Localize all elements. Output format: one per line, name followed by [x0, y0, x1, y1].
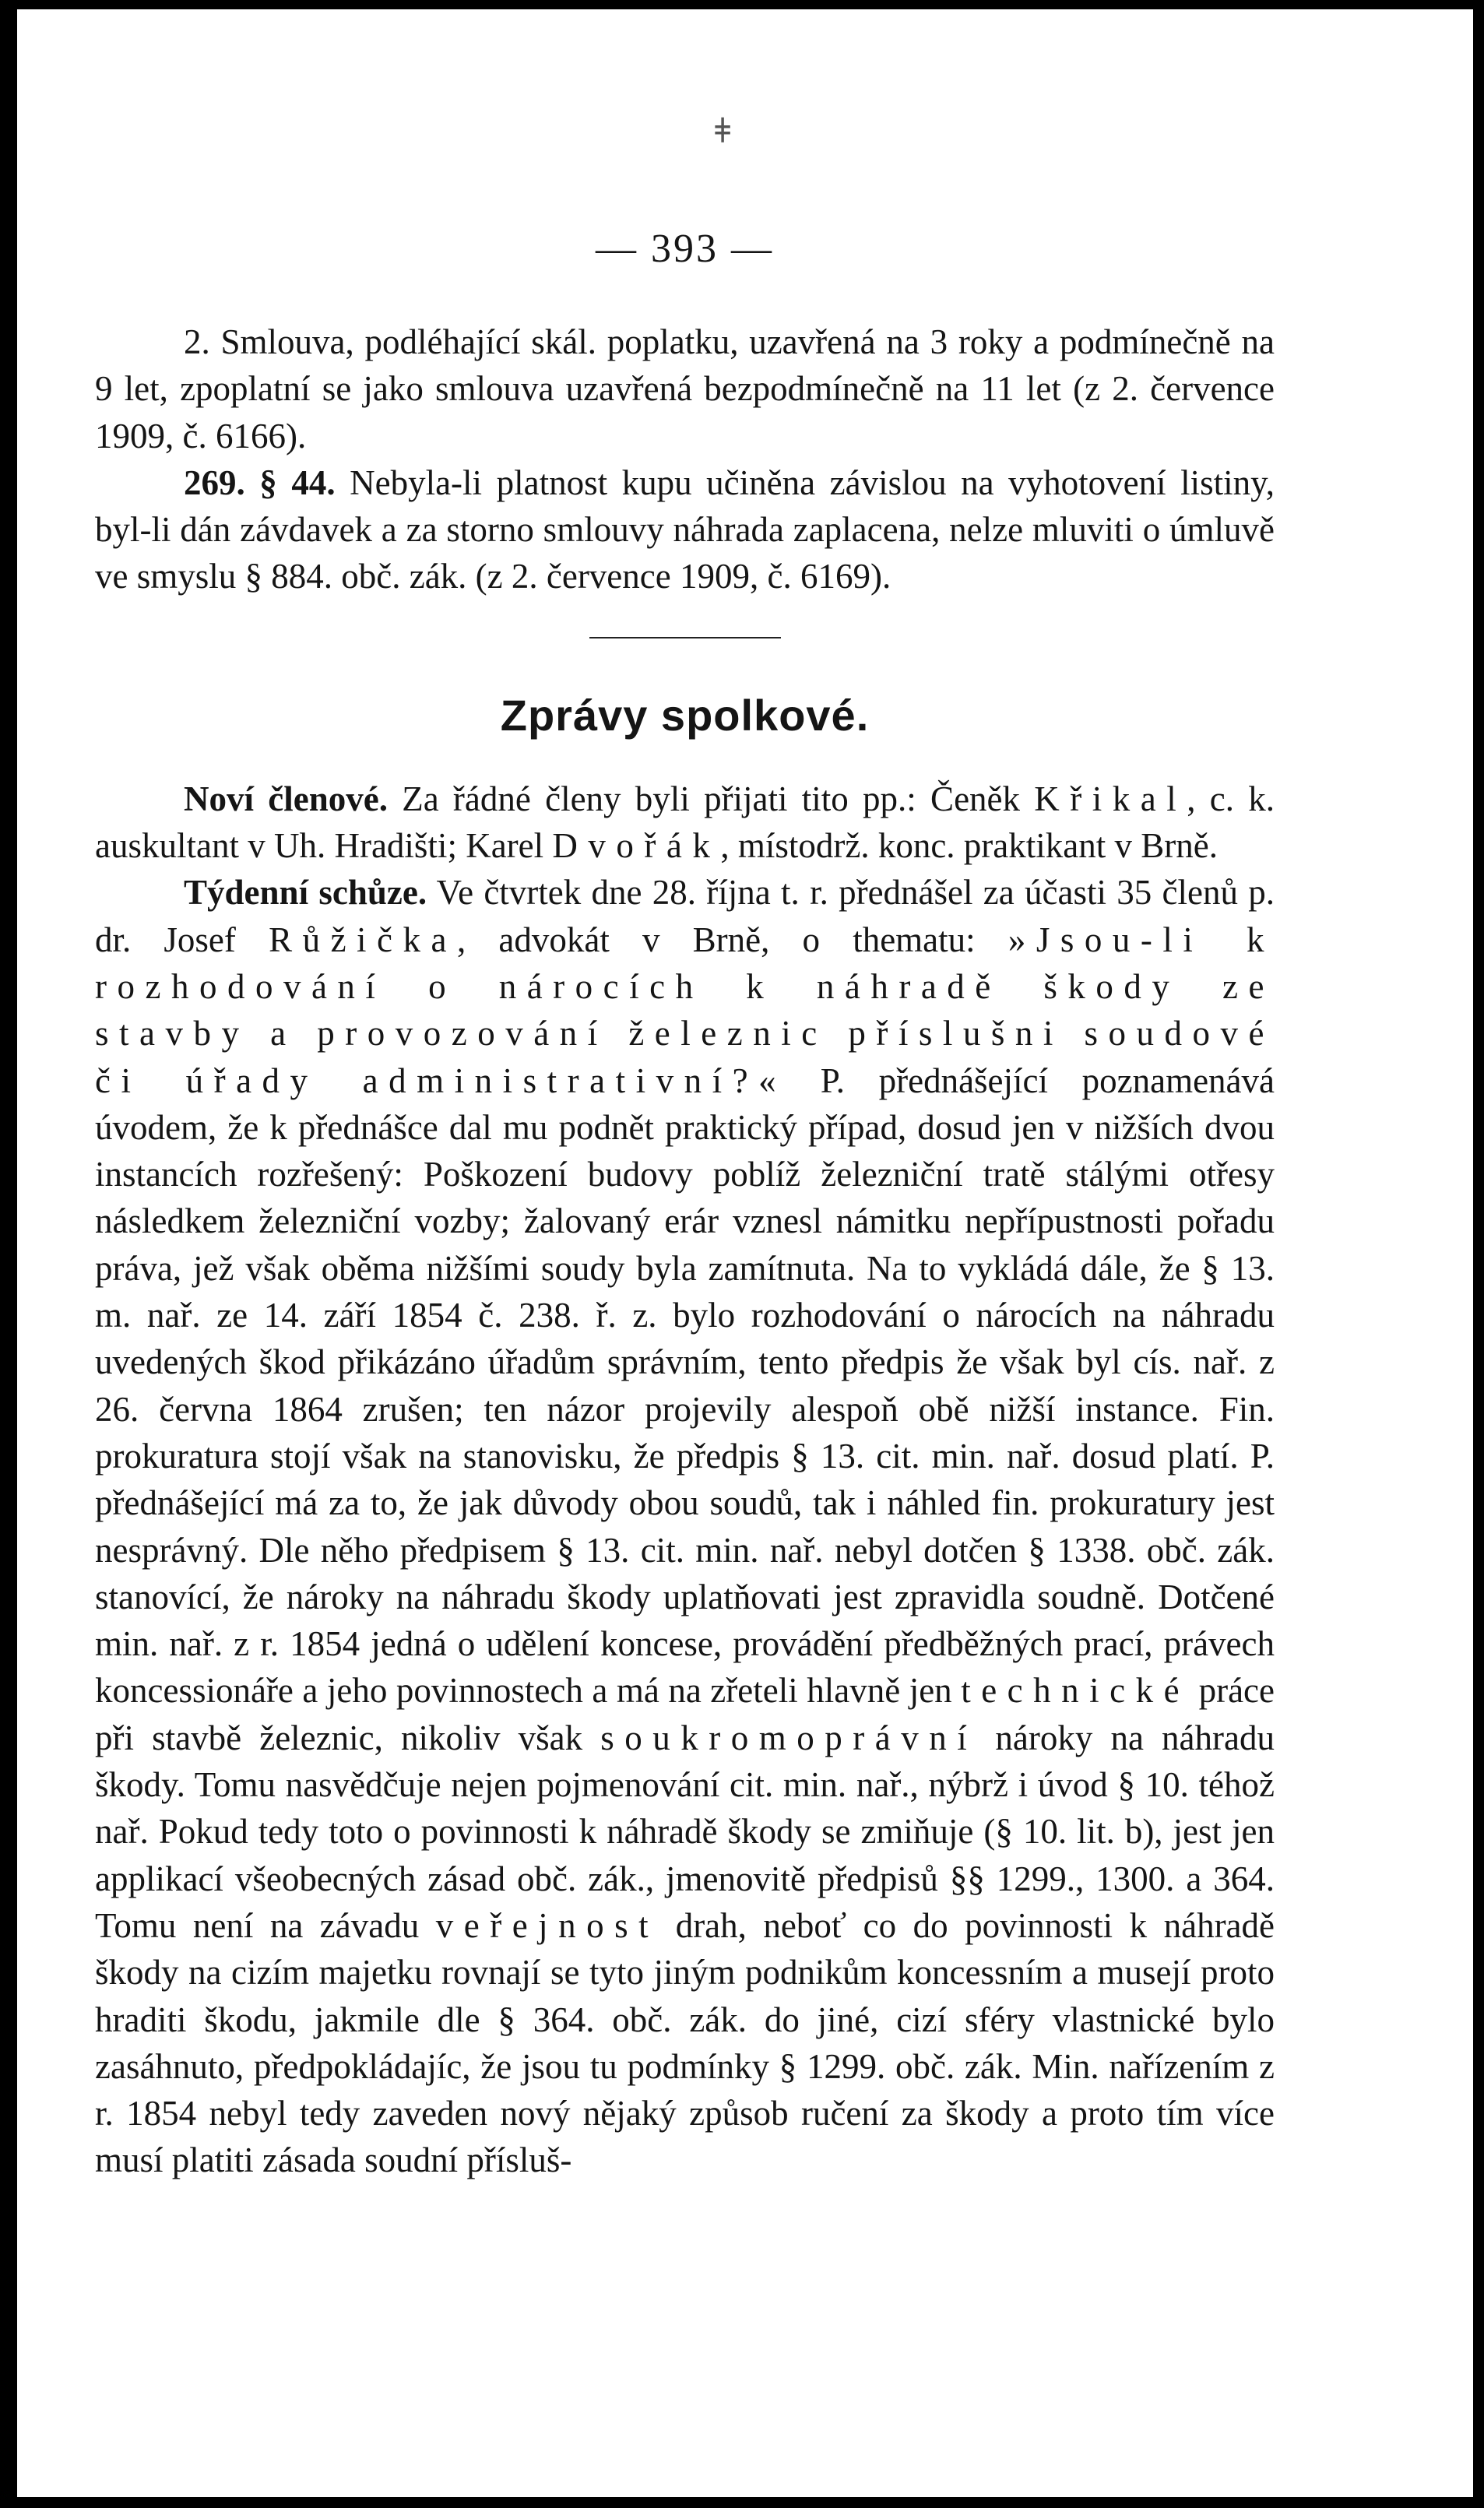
book-page — [95, 226, 1275, 2184]
scan-frame-top — [0, 0, 1484, 9]
meeting-text-4: práce při stavbě železnic, nikoliv však — [95, 1671, 1275, 1757]
member-name-1: Křikal — [1034, 779, 1187, 818]
page-number: — 393 — — [596, 227, 774, 271]
scan-frame-left — [0, 0, 17, 2508]
section-title: Zprávy spolkové. — [500, 690, 870, 740]
ink-smudge-mark: ǂ — [715, 111, 731, 151]
member-name-2: Dvořák — [552, 826, 721, 866]
intro-paragraph-1: 2. Smlouva, podléhající skál. poplatku, uzavřená na 3 roky a podmínečně na 9 let, zpoplatní se jako smlouva uzavřená bezpodmínečně na 11 let (z 2. července 1909, č. 6166). — [95, 322, 1275, 456]
scan-frame-right — [1473, 0, 1484, 2508]
emphasis-verejnost: veřejnost — [435, 1905, 659, 1945]
meeting-text-1: Ve čtvrtek dne 28. října t. r. přednášel za účasti 35 členů p. dr. Josef — [95, 873, 1275, 959]
scan-frame-bottom — [0, 2497, 1484, 2508]
intro-paragraph-2-text: Nebyla-li platnost kupu učiněna závislou na vyhotovení listiny, byl-li dán závdavek a za storno smlouvy náhrada zaplacena, nelze mluviti o úmluvě ve smyslu § 884. obč. zák. (z 2. července 1909, č. 6169). — [95, 463, 1275, 596]
meeting-text-2: , advokát v Brně, o thematu: — [457, 920, 1008, 959]
new-members-label: Noví členové. — [184, 779, 388, 818]
new-members-text-2: , c. k. auskultant v Uh. Hradišti; Karel — [95, 779, 1275, 866]
new-members-text-3: , místodrž. konc. praktikant v Brně. — [720, 826, 1218, 866]
meeting-text-3: P. přednášející poznamenává úvodem, že k přednášce dal mu podnět praktický případ, dosud jen v nižších dvou instancích rozřešený: Poškození budovy poblíž železniční tratě stálými otřesy následkem železniční vozby; žalovaný erár vznesl námitku nepřípustnosti pořadu práva, jež však oběma nižšími soudy byla zamítnuta. Na to vykládá dále, že § 13. m. nař. ze 14. září 1854 č. 238. ř. z. bylo rozhodování o nárocích na náhradu uvedených škod přikázáno úřadům správním, tento předpis že však byl cís. nař. z 26. června 1864 zrušen; ten názor projevily alespoň obě nižší instance. Fin. prokuratura stojí však na stanovisku, že předpis § 13. cit. min. nař. dosud platí. P. přednášející má za to, že jak důvody obou soudů, tak i náhled fin. prokuratury jest nesprávný. Dle něho předpisem § 13. cit. min. nař. nebyl dotčen § 1338. obč. zák. stanovící, že nároky na náhradu škody uplatňovati jest zpravidla soudně. Dotčené min. nař. z r. 1854 jedná o udělení koncese, provádění předběžných prací, právech koncessionáře a jeho povinnostech a má na zřeteli hlavně jen — [95, 1061, 1275, 1711]
speaker-name: Růžička — [269, 920, 457, 959]
lecture-topic: »Jsou-li k rozhodování o nárocích k náhradě škody ze stavby a provozování železnic příslušni soudové či úřady administrativní?« — [95, 920, 1275, 1100]
weekly-meeting-paragraph — [95, 869, 1275, 2183]
new-members-text-1: Za řádné členy byli přijati tito pp.: Čeněk — [387, 779, 1035, 818]
intro-paragraph-2 — [95, 459, 1275, 600]
meeting-text-5: nároky na náhradu škody. Tomu nasvědčuje nejen pojmenování cit. min. nař., nýbrž i úvod § 10. téhož nař. Pokud tedy toto o povinnosti k náhradě škody se zmiňuje (§ 10. lit. b), jest jen applikací všeobecných zásad obč. zák., jmenovitě předpisů §§ 1299., 1300. a 364. Tomu není na závadu — [95, 1718, 1275, 1945]
weekly-meeting-label: Týdenní schůze. — [184, 873, 427, 913]
emphasis-technicke: technické — [961, 1671, 1190, 1711]
meeting-text-6: drah, neboť co do povinnosti k náhradě škody na cizím majetku rovnají se tyto jiným podnikům koncessním a musejí proto hraditi škodu, jakmile dle § 364. obč. zák. do jiné, cizí sféry vlastnické bylo zasáhnuto, předpokládajíc, že jsou tu podmínky § 1299. obč. zák. Min. nařízením z r. 1854 nebyl tedy zaveden nový nějaký způsob ručení za škody a proto tím více musí platiti zásada soudní přísluš- — [95, 1905, 1275, 2180]
section-reference: 269. § 44. — [184, 463, 336, 502]
emphasis-soukromopravni: soukromoprávní — [600, 1718, 978, 1757]
new-members-paragraph — [95, 776, 1275, 870]
section-divider — [589, 637, 781, 638]
